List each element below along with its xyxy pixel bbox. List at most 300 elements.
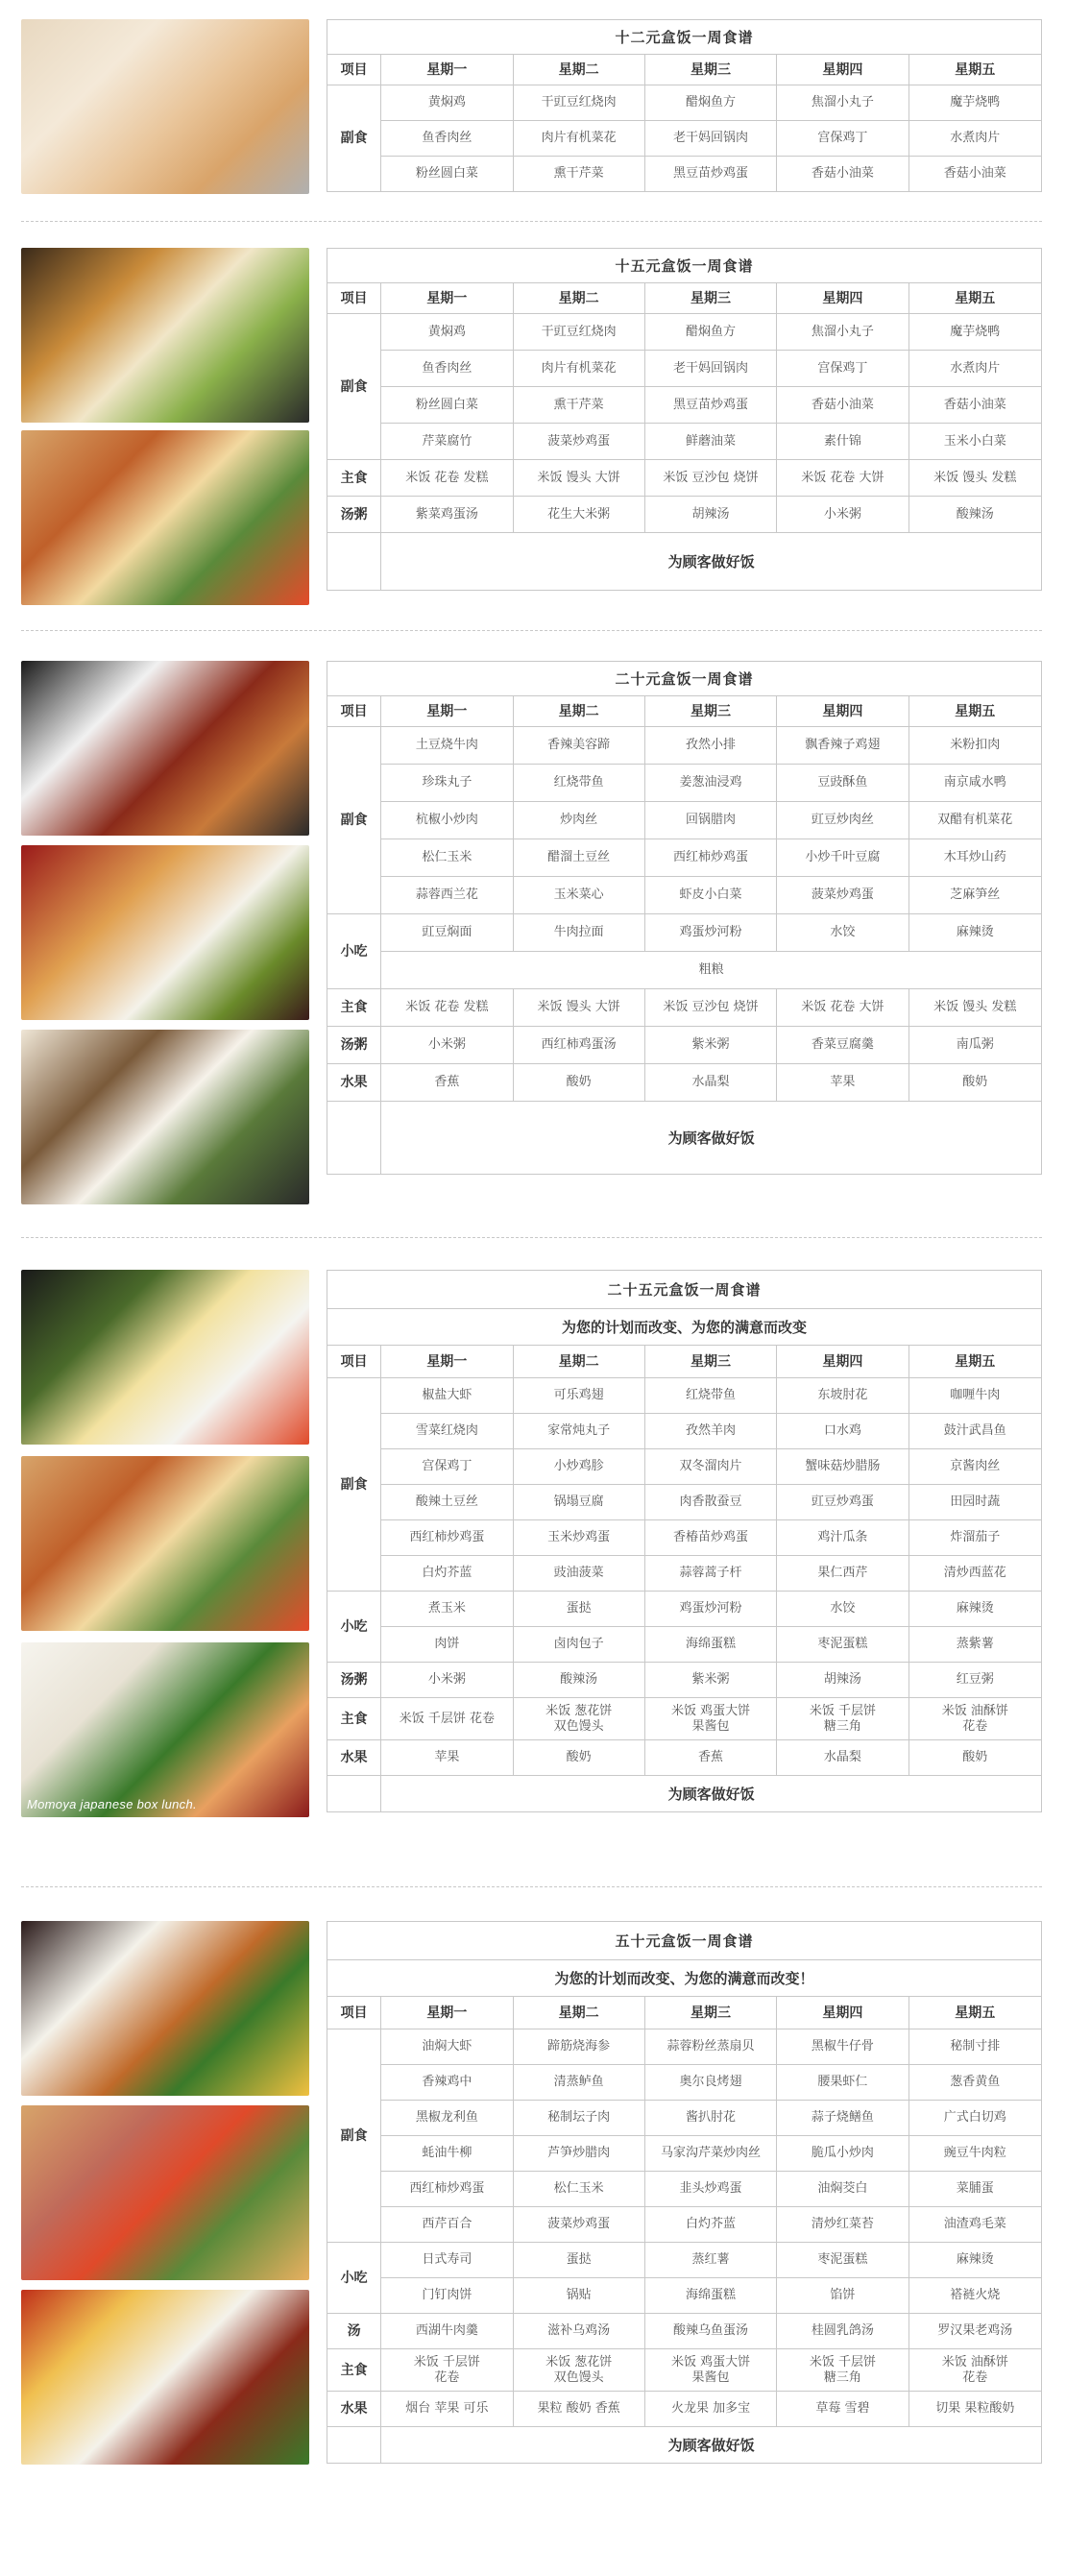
dish-cell: 油焖大虾 xyxy=(381,2029,513,2065)
dish-cell: 蒜蓉西兰花 xyxy=(381,877,513,914)
dish-cell: 紫米粥 xyxy=(644,1663,776,1698)
dish-cell: 米饭 葱花饼 双色馒头 xyxy=(513,1698,644,1740)
dish-cell: 酸辣汤 xyxy=(513,1663,644,1698)
dish-cell: 烟台 苹果 可乐 xyxy=(381,2392,513,2427)
section-divider xyxy=(21,1886,1042,1887)
dish-cell: 米饭 馒头 大饼 xyxy=(513,989,644,1027)
dish-cell: 腰果虾仁 xyxy=(777,2065,909,2101)
dish-cell: 黑椒牛仔骨 xyxy=(777,2029,909,2065)
footer-row xyxy=(327,1102,1042,1175)
dish-cell: 米饭 馒头 大饼 xyxy=(513,460,644,497)
dish-cell: 蛋挞 xyxy=(513,2243,644,2278)
dish-cell: 水煮肉片 xyxy=(909,121,1041,157)
dish-cell: 玉米小白菜 xyxy=(909,424,1041,460)
category-label: 副食 xyxy=(327,2029,381,2243)
menu-slogan: 为顾客做好饭 xyxy=(381,2427,1042,2464)
day-header: 星期五 xyxy=(909,283,1041,314)
menu-row xyxy=(327,914,1042,952)
dish-cell: 宫保鸡丁 xyxy=(777,121,909,157)
dish-cell: 清蒸鲈鱼 xyxy=(513,2065,644,2101)
dish-cell: 香菇小油菜 xyxy=(909,157,1041,192)
menu-table xyxy=(327,1921,1042,2464)
title-row xyxy=(327,249,1042,283)
dish-cell: 米饭 花卷 发糕 xyxy=(381,989,513,1027)
dish-cell: 米饭 千层饼 花卷 xyxy=(381,1698,513,1740)
dish-cell: 鸡蛋炒河粉 xyxy=(644,914,776,952)
dish-cell: 豇豆焖面 xyxy=(381,914,513,952)
dish-cell: 清炒西蓝花 xyxy=(909,1556,1041,1592)
menu-row xyxy=(327,1485,1042,1520)
dish-cell: 土豆烧牛肉 xyxy=(381,727,513,765)
dish-cell: 锅塌豆腐 xyxy=(513,1485,644,1520)
dish-cell: 褡裢火烧 xyxy=(909,2278,1041,2314)
day-header: 星期一 xyxy=(381,283,513,314)
menu-row xyxy=(327,424,1042,460)
dish-cell: 果仁西芹 xyxy=(777,1556,909,1592)
dish-cell: 白灼芥蓝 xyxy=(644,2207,776,2243)
dish-cell: 香蕉 xyxy=(644,1740,776,1776)
dish-cell: 黄焖鸡 xyxy=(381,314,513,351)
dish-cell: 菠菜炒鸡蛋 xyxy=(513,2207,644,2243)
dish-cell: 菠菜炒鸡蛋 xyxy=(513,424,644,460)
menu-title: 十五元盒饭一周食谱 xyxy=(327,249,1042,283)
menu-row xyxy=(327,314,1042,351)
dish-cell: 蚝油牛柳 xyxy=(381,2136,513,2172)
header-row xyxy=(327,55,1042,85)
title-row xyxy=(327,1922,1042,1960)
dish-cell: 鸡汁瓜条 xyxy=(777,1520,909,1556)
dish-cell: 豉油菠菜 xyxy=(513,1556,644,1592)
dish-cell: 酸奶 xyxy=(909,1064,1041,1102)
dish-cell: 西红柿炒鸡蛋 xyxy=(381,2172,513,2207)
dish-cell: 老干妈回锅肉 xyxy=(644,351,776,387)
day-header: 星期二 xyxy=(513,55,644,85)
dish-cell: 鱼香肉丝 xyxy=(381,351,513,387)
dish-cell: 米饭 馒头 发糕 xyxy=(909,460,1041,497)
dish-cell: 黑椒龙利鱼 xyxy=(381,2101,513,2136)
category-label: 主食 xyxy=(327,989,381,1027)
dish-cell: 醋溜土豆丝 xyxy=(513,839,644,877)
dish-cell: 切果 果粒酸奶 xyxy=(909,2392,1041,2427)
menu-row xyxy=(327,1414,1042,1449)
menu-title: 二十五元盒饭一周食谱 xyxy=(327,1271,1042,1309)
footer-row xyxy=(327,533,1042,591)
dish-cell: 红烧带鱼 xyxy=(644,1378,776,1414)
menu-title: 二十元盒饭一周食谱 xyxy=(327,662,1042,696)
bento-photo-wooden-box-tomato xyxy=(21,1456,309,1631)
dish-cell: 蒸红薯 xyxy=(644,2243,776,2278)
dish-cell: 蟹味菇炒腊肠 xyxy=(777,1449,909,1485)
dish-cell: 米饭 千层饼 糖三角 xyxy=(777,1698,909,1740)
menu-table xyxy=(327,19,1042,192)
dish-cell: 米饭 花卷 大饼 xyxy=(777,460,909,497)
dish-cell: 锅贴 xyxy=(513,2278,644,2314)
section-divider xyxy=(21,221,1042,222)
footer-row xyxy=(327,1776,1042,1812)
dish-cell: 酸奶 xyxy=(513,1740,644,1776)
menu-subtitle: 为您的计划而改变、为您的满意而改变！ xyxy=(327,1960,1042,1997)
dish-cell: 米饭 油酥饼 花卷 xyxy=(909,2349,1041,2392)
dish-cell: 芦笋炒腊肉 xyxy=(513,2136,644,2172)
dish-cell: 葱香黄鱼 xyxy=(909,2065,1041,2101)
dish-cell: 蒜子烧鳝鱼 xyxy=(777,2101,909,2136)
photo-caption: Momoya japanese box lunch. xyxy=(27,1797,197,1811)
bento-photo-wooden-box-ham xyxy=(21,2105,309,2280)
dish-cell: 双醋有机菜花 xyxy=(909,802,1041,839)
dish-cell: 秘制寸排 xyxy=(909,2029,1041,2065)
bento-photo-lotus-box xyxy=(21,248,309,423)
category-label: 水果 xyxy=(327,2392,381,2427)
dish-cell: 粉丝圆白菜 xyxy=(381,157,513,192)
dish-cell: 油焖茭白 xyxy=(777,2172,909,2207)
day-header: 星期三 xyxy=(644,1346,776,1378)
header-row xyxy=(327,696,1042,727)
dish-cell: 黑豆苗炒鸡蛋 xyxy=(644,157,776,192)
category-label: 副食 xyxy=(327,1378,381,1592)
subtitle-row xyxy=(327,1309,1042,1346)
footer-row xyxy=(327,2427,1042,2464)
section-divider xyxy=(21,630,1042,631)
menu-row xyxy=(327,1592,1042,1627)
category-label: 小吃 xyxy=(327,2243,381,2314)
menu-row xyxy=(327,989,1042,1027)
dish-cell: 焦溜小丸子 xyxy=(777,85,909,121)
menu-row xyxy=(327,765,1042,802)
dish-cell: 蒜蓉蒿子杆 xyxy=(644,1556,776,1592)
dish-cell: 米饭 馒头 发糕 xyxy=(909,989,1041,1027)
dish-cell: 鲜蘑油菜 xyxy=(644,424,776,460)
category-label: 汤粥 xyxy=(327,1027,381,1064)
dish-cell: 米饭 鸡蛋大饼 果酱包 xyxy=(644,2349,776,2392)
dish-cell: 奥尔良烤翅 xyxy=(644,2065,776,2101)
dish-cell: 鸡蛋炒河粉 xyxy=(644,1592,776,1627)
dish-cell: 蒸紫薯 xyxy=(909,1627,1041,1663)
category-label: 主食 xyxy=(327,2349,381,2392)
dish-cell: 米粉扣肉 xyxy=(909,727,1041,765)
dish-cell: 肉片有机菜花 xyxy=(513,121,644,157)
dish-cell: 米饭 油酥饼 花卷 xyxy=(909,1698,1041,1740)
category-label: 汤粥 xyxy=(327,497,381,533)
menu-row xyxy=(327,2029,1042,2065)
bento-photo-silver-trays xyxy=(21,19,309,194)
dish-cell: 黄焖鸡 xyxy=(381,85,513,121)
day-header: 星期四 xyxy=(777,1997,909,2029)
dish-cell: 孜然小排 xyxy=(644,727,776,765)
dish-cell: 菜脯蛋 xyxy=(909,2172,1041,2207)
menu-table xyxy=(327,1270,1042,1812)
dish-cell: 蛋挞 xyxy=(513,1592,644,1627)
dish-cell: 水晶梨 xyxy=(777,1740,909,1776)
dish-cell: 豇豆炒鸡蛋 xyxy=(777,1485,909,1520)
dish-cell: 白灼芥蓝 xyxy=(381,1556,513,1592)
bento-photo-red-tray-rice xyxy=(21,661,309,836)
menu-row xyxy=(327,1627,1042,1663)
menu-row xyxy=(327,2314,1042,2349)
dish-cell: 火龙果 加多宝 xyxy=(644,2392,776,2427)
bento-photo-black-box-eggs xyxy=(21,1270,309,1445)
menu-row xyxy=(327,1520,1042,1556)
menu-row xyxy=(327,1740,1042,1776)
dish-cell: 酸奶 xyxy=(513,1064,644,1102)
dish-cell: 木耳炒山药 xyxy=(909,839,1041,877)
category-label: 副食 xyxy=(327,314,381,460)
dish-cell: 肉饼 xyxy=(381,1627,513,1663)
dish-cell: 脆瓜小炒肉 xyxy=(777,2136,909,2172)
menu-row xyxy=(327,2101,1042,2136)
dish-cell: 可乐鸡翅 xyxy=(513,1378,644,1414)
category-label: 主食 xyxy=(327,460,381,497)
dish-cell: 罗汉果老鸡汤 xyxy=(909,2314,1041,2349)
dish-cell: 孜然羊肉 xyxy=(644,1414,776,1449)
dish-cell: 豇豆炒肉丝 xyxy=(777,802,909,839)
menu-row xyxy=(327,351,1042,387)
dish-cell: 西红柿炒鸡蛋 xyxy=(644,839,776,877)
menu-row xyxy=(327,1064,1042,1102)
dish-cell: 肉片有机菜花 xyxy=(513,351,644,387)
item-header: 项目 xyxy=(327,696,381,727)
header-row xyxy=(327,283,1042,314)
menu-row xyxy=(327,1027,1042,1064)
dish-cell: 水煮肉片 xyxy=(909,351,1041,387)
dish-cell: 酸辣土豆丝 xyxy=(381,1485,513,1520)
footer-empty-cell xyxy=(327,533,381,591)
menu-row xyxy=(327,2349,1042,2392)
dish-cell: 牛肉拉面 xyxy=(513,914,644,952)
dish-cell: 小米粥 xyxy=(381,1027,513,1064)
subtitle-row xyxy=(327,1960,1042,1997)
menu-row xyxy=(327,497,1042,533)
item-header: 项目 xyxy=(327,1997,381,2029)
dish-cell: 米饭 鸡蛋大饼 果酱包 xyxy=(644,1698,776,1740)
dish-cell: 咖喱牛肉 xyxy=(909,1378,1041,1414)
dish-cell: 田园时蔬 xyxy=(909,1485,1041,1520)
dish-cell: 黑豆苗炒鸡蛋 xyxy=(644,387,776,424)
dish-cell: 醋焖鱼方 xyxy=(644,314,776,351)
header-row xyxy=(327,1346,1042,1378)
dish-cell: 粉丝圆白菜 xyxy=(381,387,513,424)
menu-row xyxy=(327,727,1042,765)
dish-cell: 香辣美容蹄 xyxy=(513,727,644,765)
dish-cell: 日式寿司 xyxy=(381,2243,513,2278)
dish-cell: 香菜豆腐羹 xyxy=(777,1027,909,1064)
menu-row xyxy=(327,802,1042,839)
dish-cell: 清炒红菜苔 xyxy=(777,2207,909,2243)
menu-row xyxy=(327,877,1042,914)
day-header: 星期四 xyxy=(777,55,909,85)
dish-cell: 蹄筋烧海参 xyxy=(513,2029,644,2065)
menu-row xyxy=(327,952,1042,989)
menu-row xyxy=(327,1663,1042,1698)
section-divider xyxy=(21,1237,1042,1238)
category-label: 副食 xyxy=(327,727,381,914)
dish-cell: 西红柿炒鸡蛋 xyxy=(381,1520,513,1556)
menu-row xyxy=(327,2392,1042,2427)
dish-cell: 家常炖丸子 xyxy=(513,1414,644,1449)
dish-cell: 酸奶 xyxy=(909,1740,1041,1776)
day-header: 星期二 xyxy=(513,283,644,314)
dish-cell: 米饭 千层饼 糖三角 xyxy=(777,2349,909,2392)
dish-cell: 米饭 豆沙包 烧饼 xyxy=(644,460,776,497)
day-header: 星期三 xyxy=(644,283,776,314)
dish-cell: 果粒 酸奶 香蕉 xyxy=(513,2392,644,2427)
dish-cell: 魔芋烧鸭 xyxy=(909,314,1041,351)
dish-cell: 鱼香肉丝 xyxy=(381,121,513,157)
dish-cell: 炸溜茄子 xyxy=(909,1520,1041,1556)
dish-cell: 口水鸡 xyxy=(777,1414,909,1449)
dish-cell: 炒肉丝 xyxy=(513,802,644,839)
dish-cell: 米饭 豆沙包 烧饼 xyxy=(644,989,776,1027)
item-header: 项目 xyxy=(327,55,381,85)
day-header: 星期四 xyxy=(777,1346,909,1378)
dish-cell: 双冬溜肉片 xyxy=(644,1449,776,1485)
dish-cell: 小炒千叶豆腐 xyxy=(777,839,909,877)
title-row xyxy=(327,662,1042,696)
dish-cell: 枣泥蛋糕 xyxy=(777,2243,909,2278)
item-header: 项目 xyxy=(327,1346,381,1378)
dish-cell: 京酱肉丝 xyxy=(909,1449,1041,1485)
dish-cell: 秘制坛子肉 xyxy=(513,2101,644,2136)
dish-cell: 蒜蓉粉丝蒸扇贝 xyxy=(644,2029,776,2065)
menu-slogan: 为顾客做好饭 xyxy=(381,533,1042,591)
category-label: 汤粥 xyxy=(327,1663,381,1698)
day-header: 星期二 xyxy=(513,1346,644,1378)
dish-cell: 麻辣烫 xyxy=(909,914,1041,952)
dish-cell: 苹果 xyxy=(381,1740,513,1776)
dish-cell: 东坡肘花 xyxy=(777,1378,909,1414)
dish-cell: 米饭 花卷 大饼 xyxy=(777,989,909,1027)
dish-cell: 南瓜粥 xyxy=(909,1027,1041,1064)
day-header: 星期四 xyxy=(777,283,909,314)
menu-table xyxy=(327,661,1042,1175)
menu-row xyxy=(327,85,1042,121)
dish-cell: 香菇小油菜 xyxy=(777,387,909,424)
dish-cell: 酸辣汤 xyxy=(909,497,1041,533)
dish-cell: 肉香散蚕豆 xyxy=(644,1485,776,1520)
dish-cell: 海绵蛋糕 xyxy=(644,2278,776,2314)
day-header: 星期五 xyxy=(909,1346,1041,1378)
day-header: 星期一 xyxy=(381,1997,513,2029)
dish-cell: 水晶梨 xyxy=(644,1064,776,1102)
dish-cell: 米饭 葱花饼 双色馒头 xyxy=(513,2349,644,2392)
dish-cell: 紫菜鸡蛋汤 xyxy=(381,497,513,533)
bento-photo-red-box-noodles xyxy=(21,845,309,1020)
day-header: 星期五 xyxy=(909,1997,1041,2029)
day-header: 星期四 xyxy=(777,696,909,727)
dish-cell: 广式白切鸡 xyxy=(909,2101,1041,2136)
dish-cell: 老干妈回锅肉 xyxy=(644,121,776,157)
footer-empty-cell xyxy=(327,2427,381,2464)
category-label: 汤 xyxy=(327,2314,381,2349)
menu-title: 十二元盒饭一周食谱 xyxy=(327,20,1042,55)
dish-cell: 熏干芹菜 xyxy=(513,157,644,192)
day-header: 星期一 xyxy=(381,55,513,85)
day-header: 星期一 xyxy=(381,696,513,727)
dish-cell: 花生大米粥 xyxy=(513,497,644,533)
menu-row xyxy=(327,157,1042,192)
dish-cell: 红豆粥 xyxy=(909,1663,1041,1698)
dish-cell: 松仁玉米 xyxy=(381,839,513,877)
category-label: 副食 xyxy=(327,85,381,192)
dish-cell: 雪菜红烧肉 xyxy=(381,1414,513,1449)
dish-cell: 紫米粥 xyxy=(644,1027,776,1064)
menu-slogan: 为顾客做好饭 xyxy=(381,1776,1042,1812)
dish-cell: 芝麻笋丝 xyxy=(909,877,1041,914)
dish-cell: 西芹百合 xyxy=(381,2207,513,2243)
menu-title: 五十元盒饭一周食谱 xyxy=(327,1922,1042,1960)
menu-row xyxy=(327,2065,1042,2101)
dish-cell: 水饺 xyxy=(777,914,909,952)
dish-cell: 米饭 花卷 发糕 xyxy=(381,460,513,497)
footer-empty-cell xyxy=(327,1776,381,1812)
title-row xyxy=(327,1271,1042,1309)
dish-cell: 香蕉 xyxy=(381,1064,513,1102)
item-header: 项目 xyxy=(327,283,381,314)
dish-cell: 香椿苗炒鸡蛋 xyxy=(644,1520,776,1556)
menu-row xyxy=(327,1698,1042,1740)
dish-cell: 焦溜小丸子 xyxy=(777,314,909,351)
dish-cell: 水饺 xyxy=(777,1592,909,1627)
dish-cell: 小米粥 xyxy=(777,497,909,533)
day-header: 星期二 xyxy=(513,696,644,727)
menu-slogan: 为顾客做好饭 xyxy=(381,1102,1042,1175)
dish-cell: 胡辣汤 xyxy=(777,1663,909,1698)
dish-cell: 小炒鸡胗 xyxy=(513,1449,644,1485)
day-header: 星期三 xyxy=(644,1997,776,2029)
dish-cell: 回锅腊肉 xyxy=(644,802,776,839)
dish-cell: 麻辣烫 xyxy=(909,1592,1041,1627)
dish-cell: 熏干芹菜 xyxy=(513,387,644,424)
dish-cell: 西红柿鸡蛋汤 xyxy=(513,1027,644,1064)
dish-cell: 草莓 雪碧 xyxy=(777,2392,909,2427)
category-label: 主食 xyxy=(327,1698,381,1740)
bento-photo-tray-drinks xyxy=(21,2290,309,2465)
menu-row xyxy=(327,2243,1042,2278)
dish-cell: 酸辣乌鱼蛋汤 xyxy=(644,2314,776,2349)
dish-cell: 红烧带鱼 xyxy=(513,765,644,802)
dish-cell: 桂圆乳鸽汤 xyxy=(777,2314,909,2349)
dish-cell: 干豇豆红烧肉 xyxy=(513,314,644,351)
day-header: 星期一 xyxy=(381,1346,513,1378)
dish-cell: 杭椒小炒肉 xyxy=(381,802,513,839)
dish-cell: 香辣鸡中 xyxy=(381,2065,513,2101)
dish-cell: 门钉肉饼 xyxy=(381,2278,513,2314)
menu-row xyxy=(327,121,1042,157)
menu-row xyxy=(327,839,1042,877)
dish-cell: 胡辣汤 xyxy=(644,497,776,533)
dish-cell: 鼓汁武昌鱼 xyxy=(909,1414,1041,1449)
day-header: 星期五 xyxy=(909,696,1041,727)
header-row xyxy=(327,1997,1042,2029)
dish-cell: 南京咸水鸭 xyxy=(909,765,1041,802)
menu-subtitle: 为您的计划而改变、为您的满意而改变 xyxy=(327,1309,1042,1346)
dish-cell: 酱扒肘花 xyxy=(644,2101,776,2136)
dish-cell: 醋焖鱼方 xyxy=(644,85,776,121)
menu-row xyxy=(327,2136,1042,2172)
dish-cell: 姜葱油浸鸡 xyxy=(644,765,776,802)
category-label: 水果 xyxy=(327,1064,381,1102)
dish-cell: 素什锦 xyxy=(777,424,909,460)
category-label: 小吃 xyxy=(327,914,381,989)
dish-cell: 苹果 xyxy=(777,1064,909,1102)
dish-cell: 芹菜腐竹 xyxy=(381,424,513,460)
menu-table xyxy=(327,248,1042,591)
category-label: 水果 xyxy=(327,1740,381,1776)
dish-cell: 玉米菜心 xyxy=(513,877,644,914)
dish-cell: 豌豆牛肉粒 xyxy=(909,2136,1041,2172)
menu-row xyxy=(327,460,1042,497)
dish-cell: 西湖牛肉羹 xyxy=(381,2314,513,2349)
day-header: 星期三 xyxy=(644,696,776,727)
